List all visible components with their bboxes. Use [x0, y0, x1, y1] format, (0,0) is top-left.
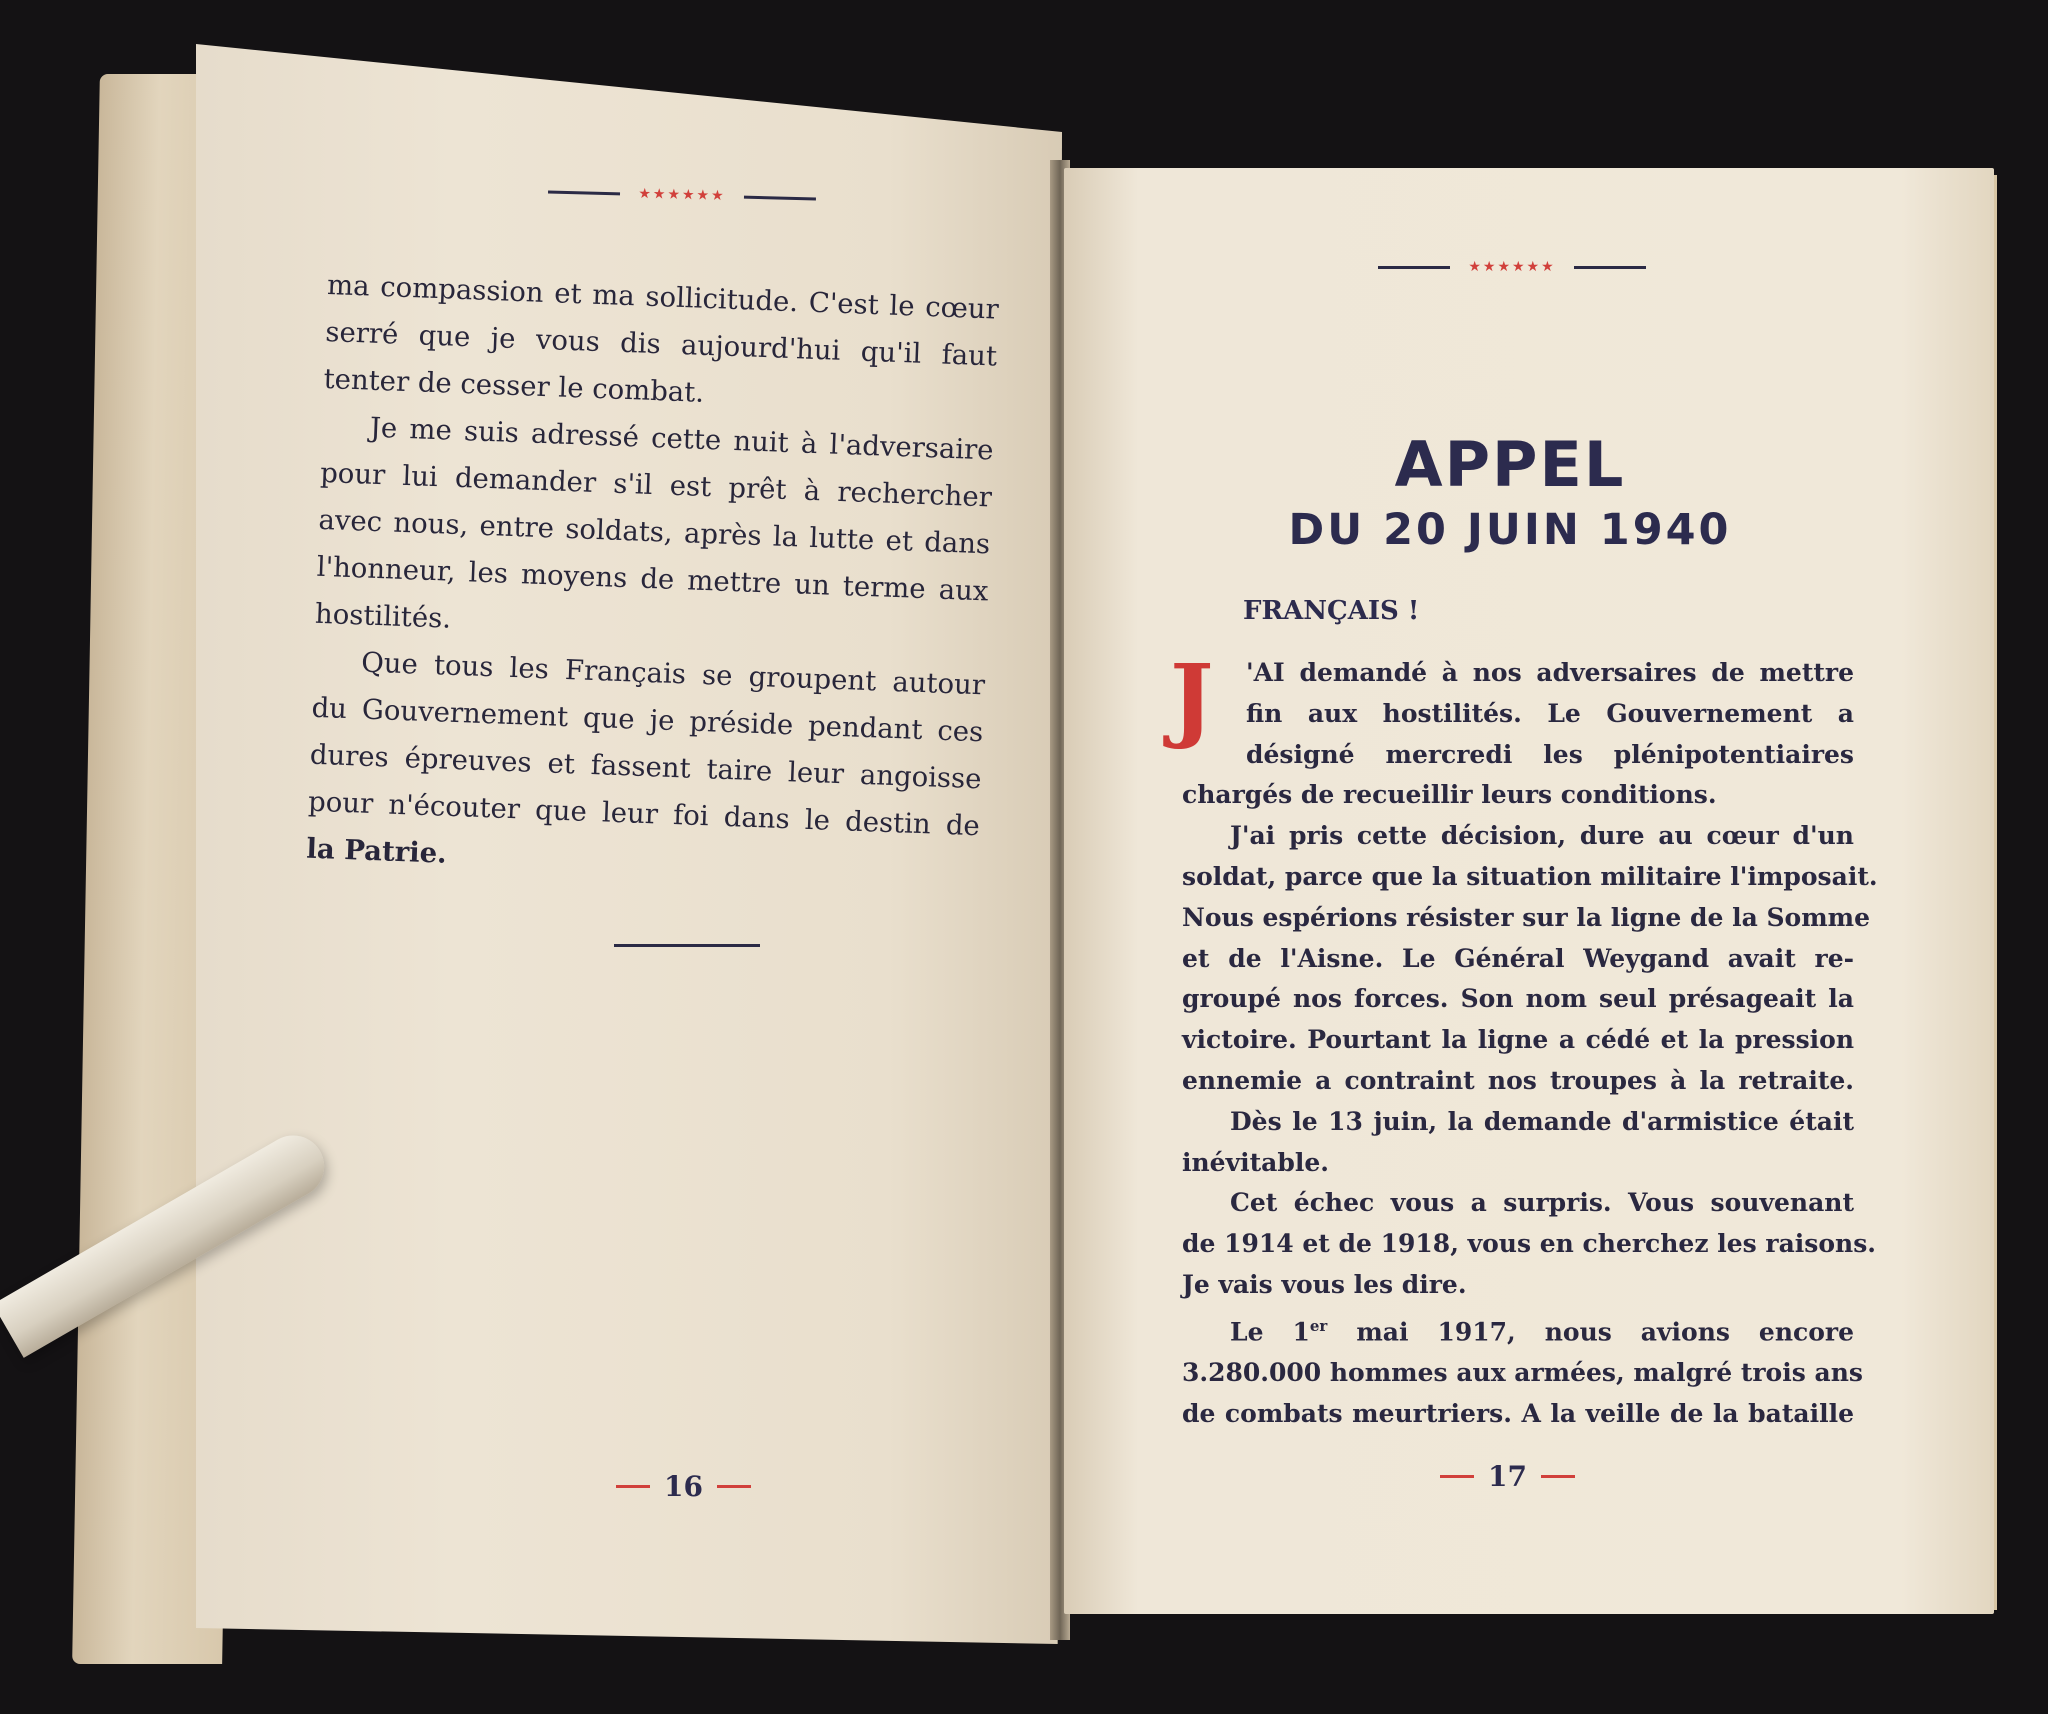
- drop-cap: J: [1170, 644, 1214, 752]
- page-number-17: [1440, 1460, 1575, 1493]
- end-rule: [614, 944, 760, 947]
- page-number-text: 16: [664, 1470, 703, 1503]
- ornament-bar: [548, 190, 620, 195]
- text-line: Que tous les Français se groupent autour: [360, 646, 986, 702]
- text-line: [1182, 1306, 1854, 1353]
- text-line: de combats meurtriers. A la veille de la bataille: [1182, 1398, 1854, 1428]
- text-line: groupé nos forces. Son nom seul présageait la: [1182, 984, 1854, 1014]
- left-page-text: [306, 262, 1000, 897]
- text-line: Nous espérions résister sur la ligne de la Somme: [1182, 902, 1871, 932]
- text-line: ma compassion et ma sollicitude. C'est le cœur: [326, 268, 1000, 326]
- page-number-text: 17: [1488, 1460, 1527, 1493]
- text-line: 3.280.000 hommes aux armées, malgré trois ans: [1182, 1357, 1863, 1387]
- text-line: Je vais vous les dire.: [1182, 1269, 1467, 1299]
- text-line: de 1914 et de 1918, vous en cherchez les raisons.: [1182, 1229, 1876, 1259]
- dash: [616, 1485, 650, 1488]
- right-page-text: [1182, 653, 1878, 1434]
- text-line: serré que je vous dis aujourd'hui qu'il faut: [324, 315, 998, 373]
- text-line: avec nous, entre soldats, après la lutte et dans: [317, 503, 991, 561]
- text-line: ennemie a contraint nos troupes à la retraite.: [1182, 1065, 1854, 1095]
- text-line: soldat, parce que la situation militaire l'imposait.: [1182, 861, 1878, 891]
- text-fragment: Le 1: [1230, 1317, 1310, 1347]
- text-line: chargés de recueillir leurs conditions.: [1182, 780, 1717, 810]
- text-line: tenter de cesser le combat.: [323, 362, 705, 409]
- superscript: er: [1309, 1316, 1328, 1335]
- chapter-title: APPEL: [1394, 428, 1626, 501]
- text-fragment: mai 1917, nous avions encore: [1327, 1317, 1854, 1347]
- text-line: 'AI demandé à nos adversaires de mettre: [1246, 658, 1854, 687]
- text-line: Cet échec vous a surpris. Vous souvenant: [1230, 1188, 1854, 1218]
- ornament-bar: [1378, 266, 1450, 269]
- text-line: victoire. Pourtant la ligne a cédé et la pression: [1182, 1025, 1854, 1055]
- stars-icon: ★★★★★★: [1468, 259, 1556, 275]
- text-line: fin aux hostilités. Le Gouvernement a: [1246, 698, 1854, 728]
- text-line: l'honneur, les moyens de mettre un terme aux: [316, 550, 989, 608]
- dash: [1541, 1475, 1575, 1478]
- text-line: et de l'Aisne. Le Général Weygand avait re-: [1182, 943, 1854, 973]
- salutation: FRANÇAIS !: [1243, 596, 1420, 626]
- text-line: J'ai pris cette décision, dure au cœur d'un: [1230, 821, 1854, 851]
- text-line: Dès le 13 juin, la demande d'armistice était: [1230, 1106, 1854, 1136]
- page-number-16: [616, 1470, 751, 1503]
- text-line: hostilités.: [314, 597, 452, 635]
- text-line: pour n'écouter que leur foi dans le destin de: [307, 785, 981, 843]
- text-line: du Gouvernement que je préside pendant ces: [311, 691, 984, 749]
- ornament-bar: [744, 195, 816, 200]
- text-line: pour lui demander s'il est prêt à rechercher: [319, 456, 993, 514]
- text-line: Je me suis adressé cette nuit à l'adversaire: [369, 411, 995, 467]
- stars-icon: ★★★★★★: [638, 185, 726, 205]
- dash: [717, 1485, 751, 1488]
- dash: [1440, 1475, 1474, 1478]
- text-line: dures épreuves et fassent taire leur angoisse: [309, 738, 983, 796]
- text-line: inévitable.: [1182, 1147, 1329, 1177]
- text-line: la Patrie.: [305, 832, 448, 870]
- text-line: désigné mercredi les plénipotentiaires: [1246, 739, 1854, 769]
- chapter-subtitle: DU 20 JUIN 1940: [1288, 505, 1732, 555]
- ornament-bar: [1574, 266, 1646, 269]
- right-ornament: [1378, 259, 1646, 275]
